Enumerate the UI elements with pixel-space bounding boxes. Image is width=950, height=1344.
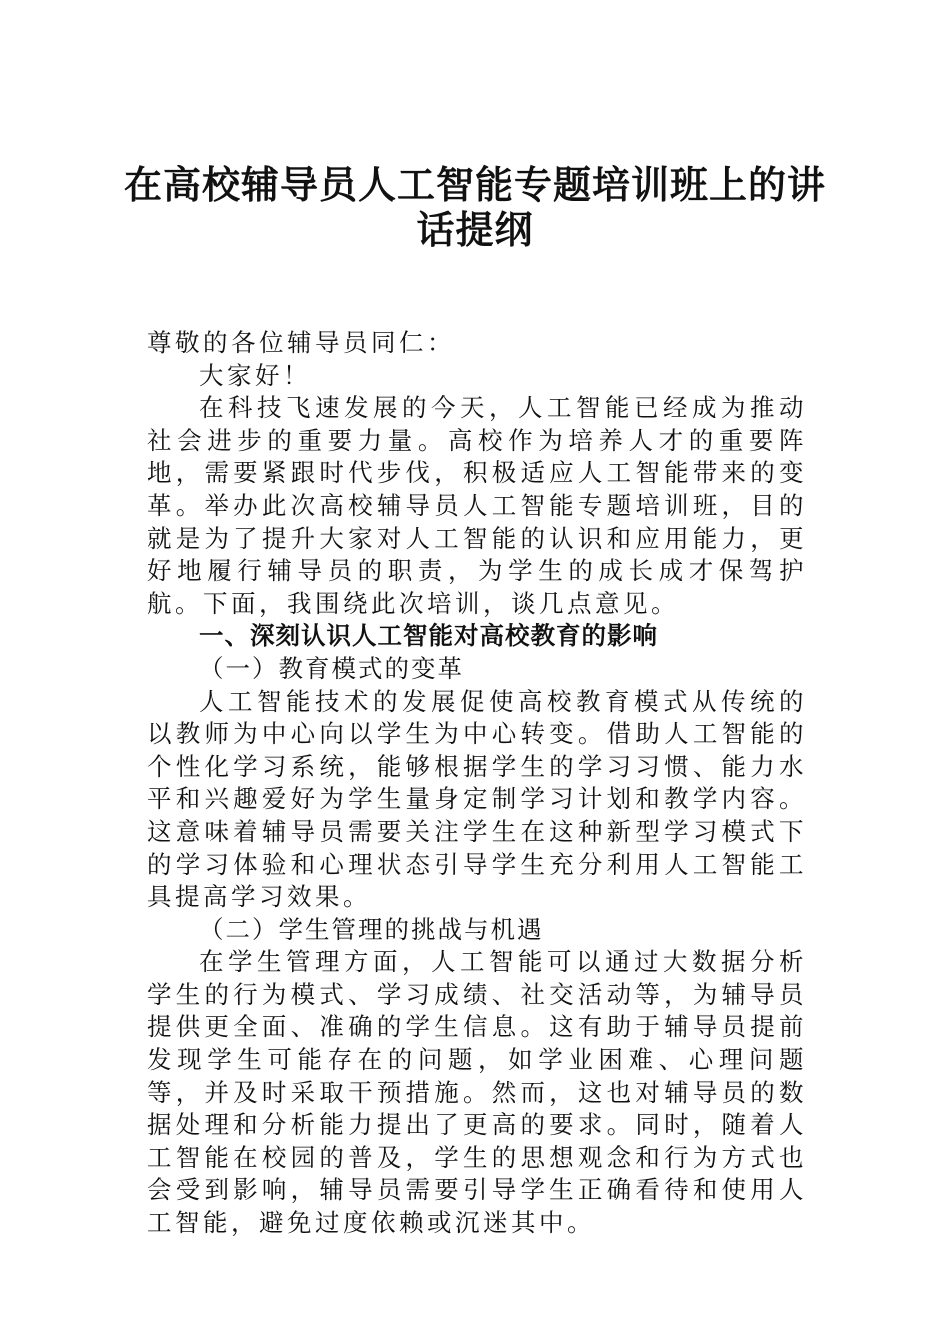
greeting: 大家好！ [199,360,311,390]
subsection-1-paragraph: 人工智能技术的发展促使高校教育模式从传统的以教师为中心向以学生为中心转变。借助人工智能的个性化学习系统，能够根据学生的学习习惯、能力水平和兴趣爱好为学生量身定制学习计划和教学内容。这意味着辅导员需要关注学生在这种新型学习模式下的学习体验和心理状态引导学生充分利用人工智能工具提高学习效果。 [147,686,807,912]
document-body [147,327,807,1240]
subsection-2-heading: （二）学生管理的挑战与机遇 [199,914,544,944]
intro-paragraph: 在科技飞速发展的今天，人工智能已经成为推动社会进步的重要力量。高校作为培养人才的重要阵地，需要紧跟时代步伐，积极适应人工智能带来的变革。举办此次高校辅导员人工智能专题培训班，目的就是为了提升大家对人工智能的认识和应用能力，更好地履行辅导员的职责，为学生的成长成才保驾护航。下面，我围绕此次培训，谈几点意见。 [147,393,807,618]
document-title-line-1: 在高校辅导员人工智能专题培训班上的讲 [123,162,826,207]
subsection-1-heading: （一）教育模式的变革 [199,653,464,683]
section-1-heading: 一、深刻认识人工智能对高校教育的影响 [199,621,658,651]
document-title-line-2: 话提纲 [416,207,534,252]
salutation: 尊敬的各位辅导员同仁： [147,328,455,357]
subsection-2-paragraph: 在学生管理方面，人工智能可以通过大数据分析学生的行为模式、学习成绩、社交活动等，为辅导员提供更全面、准确的学生信息。这有助于辅导员提前发现学生可能存在的问题，如学业困难、心理问题等，并及时采取干预措施。然而，这也对辅导员的数据处理和分析能力提出了更高的要求。同时，随着人工智能在校园的普及，学生的思想观念和行为方式也会受到影响，辅导员需要引导学生正确看待和使用人工智能，避免过度依赖或沉迷其中。 [147,947,807,1238]
